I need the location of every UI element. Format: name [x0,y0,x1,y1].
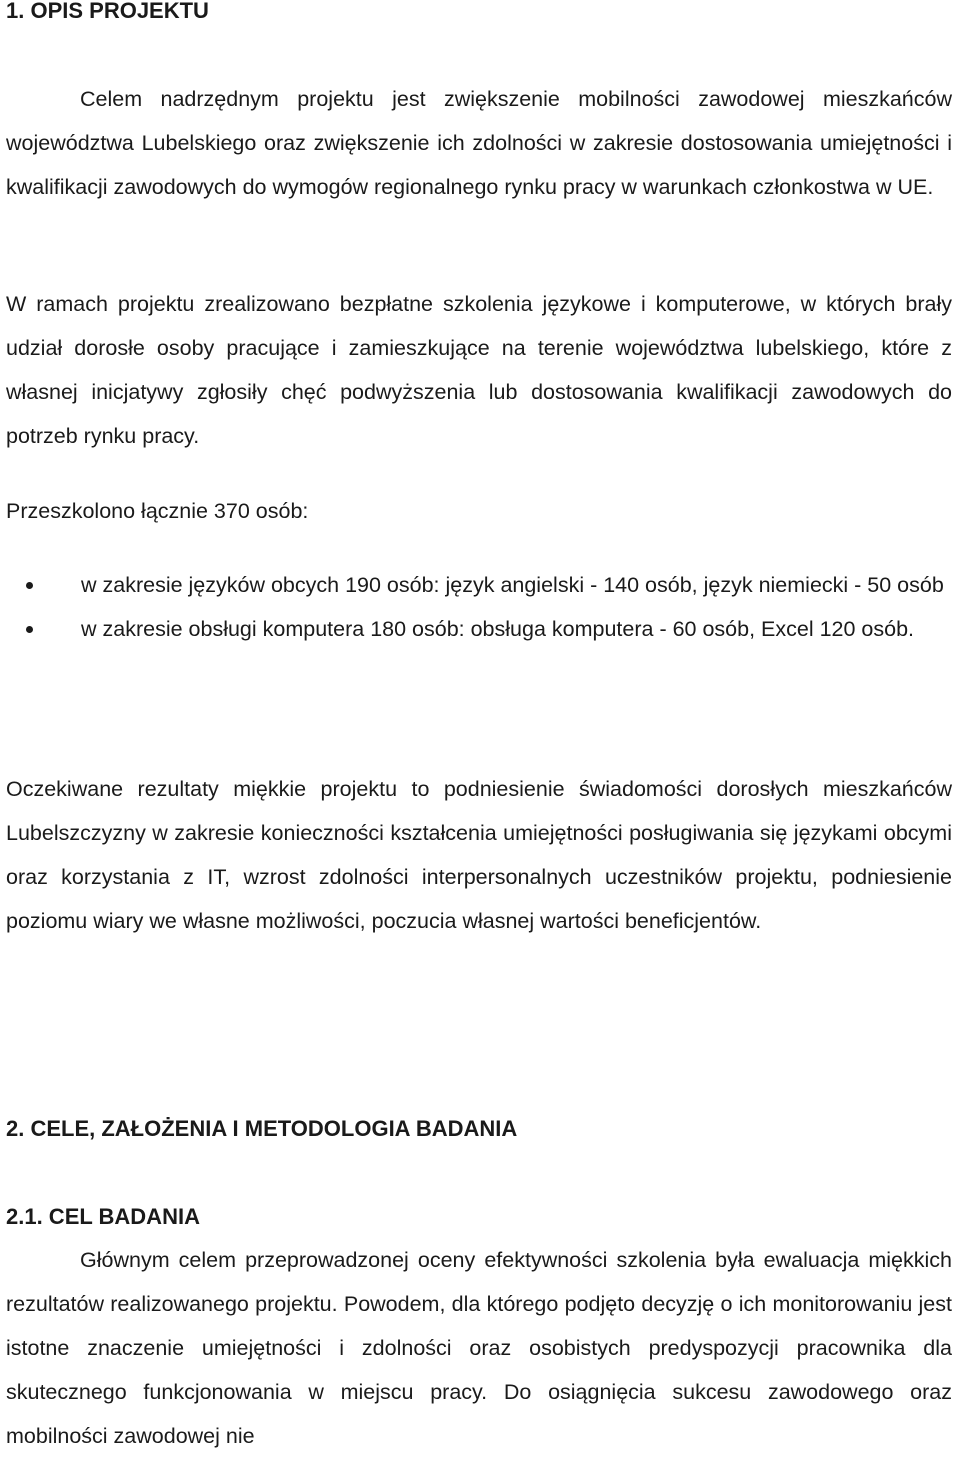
section-1-heading: 1. OPIS PROJEKTU [6,0,209,23]
section-1-training-paragraph: W ramach projektu zrealizowano bezpłatne szkolenia językowe i komputerowe, w których brały udział dorosłe osoby pracujące i zamieszkujące na terenie województwa lubelskiego, które z własnej inicjatywy zgłosiły chęć podwyższenia lub dostosowania kwalifikacji zawodowych do potrzeb rynku pracy. [6,292,952,448]
trained-total-line: Przeszkolono łącznie 370 osób: [6,499,309,523]
bullet-dot-icon [26,582,33,589]
bullet-item-computer [0,607,951,651]
section-2-1-subheading: 2.1. CEL BADANIA [6,1204,200,1229]
section-1-results-paragraph: Oczekiwane rezultaty miękkie projektu to podniesienie świadomości dorosłych mieszkańców Lubelszczyzny w zakresie konieczności kształcenia umiejętności posługiwania się językami obcymi oraz korzystania z IT, wzrost zdolności interpersonalnych uczestników projektu, podniesienie poziomu wiary we własne możliwości, poczucia własnej wartości beneficjentów. [6,777,952,933]
section-2-heading: 2. CELE, ZAŁOŻENIA I METODOLOGIA BADANIA [6,1116,518,1141]
bullet-text-languages: w zakresie języków obcych 190 osób: język angielski - 140 osób, język niemiecki - 50 osób [81,573,944,597]
bullet-text-computer: w zakresie obsługi komputera 180 osób: obsługa komputera - 60 osób, Excel 120 osób. [81,617,915,641]
section-2-1-paragraph: Głównym celem przeprowadzonej oceny efektywności szkolenia była ewaluacja miękkich rezultatów realizowanego projektu. Powodem, dla którego podjęto decyzję o ich monitorowaniu jest istotne znaczenie umiejętności i zdolności oraz osobistych predyspozycji pracownika dla skutecznego funkcjonowania w miejscu pracy. Do osiągnięcia sukcesu zawodowego oraz mobilności zawodowej nie [6,1248,952,1448]
training-bullet-list [0,563,960,651]
bullet-dot-icon [26,626,33,633]
section-1-intro-paragraph: Celem nadrzędnym projektu jest zwiększenie mobilności zawodowej mieszkańców województwa Lubelskiego oraz zwiększenie ich zdolności w zakresie dostosowania umiejętności i kwalifikacji zawodowych do wymogów regionalnego rynku pracy w warunkach członkostwa w UE. [6,87,952,199]
bullet-item-languages [0,563,951,607]
